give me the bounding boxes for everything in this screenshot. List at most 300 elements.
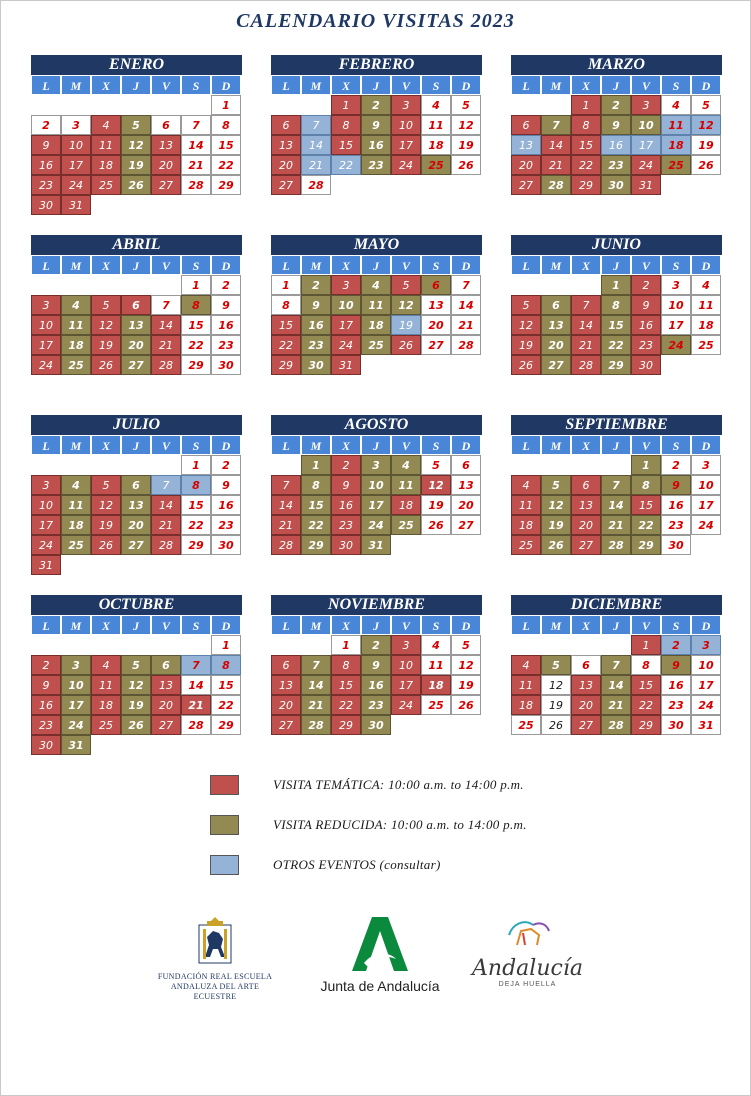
day-cell: 18 (421, 135, 451, 155)
day-cell: 28 (601, 715, 631, 735)
weekday-label: V (391, 75, 421, 95)
day-cell: 25 (391, 515, 421, 535)
day-cell: 24 (661, 335, 691, 355)
empty-cell (31, 275, 61, 295)
day-cell: 22 (631, 695, 661, 715)
day-cell: 8 (271, 295, 301, 315)
week-row (31, 355, 242, 375)
empty-cell (601, 455, 631, 475)
page-title: CALENDARIO VISITAS 2023 (236, 10, 515, 32)
day-cell: 11 (361, 295, 391, 315)
week-row (31, 155, 242, 175)
month-title: MAYO (271, 235, 482, 255)
day-cell: 25 (691, 335, 721, 355)
empty-cell (31, 635, 61, 655)
week-row (271, 355, 482, 375)
day-cell: 20 (571, 515, 601, 535)
day-cell: 3 (31, 295, 61, 315)
day-cell: 15 (331, 135, 361, 155)
empty-cell (151, 635, 181, 655)
day-cell: 30 (31, 735, 61, 755)
weekday-label: S (181, 75, 211, 95)
weekday-label: X (91, 75, 121, 95)
month-calendar-marzo (511, 55, 722, 195)
day-cell: 24 (361, 515, 391, 535)
day-cell: 2 (361, 95, 391, 115)
day-cell: 31 (31, 555, 61, 575)
day-cell: 29 (631, 715, 661, 735)
day-cell: 17 (391, 675, 421, 695)
day-cell: 8 (631, 655, 661, 675)
day-cell: 26 (421, 515, 451, 535)
weekday-label: J (361, 75, 391, 95)
week-row (271, 295, 482, 315)
weekday-label: L (31, 615, 61, 635)
day-cell: 4 (421, 95, 451, 115)
day-cell: 4 (61, 475, 91, 495)
day-cell: 30 (301, 355, 331, 375)
day-cell: 20 (271, 695, 301, 715)
weekday-label: D (451, 435, 481, 455)
day-cell: 31 (61, 735, 91, 755)
day-cell: 13 (571, 675, 601, 695)
day-cell: 21 (181, 155, 211, 175)
empty-cell (511, 275, 541, 295)
day-cell: 27 (421, 335, 451, 355)
empty-cell (271, 455, 301, 475)
day-cell: 20 (121, 515, 151, 535)
empty-cell (91, 635, 121, 655)
day-cell: 24 (331, 335, 361, 355)
day-cell: 26 (91, 535, 121, 555)
day-cell: 16 (661, 675, 691, 695)
week-row (511, 495, 722, 515)
day-cell: 28 (151, 535, 181, 555)
day-cell: 20 (271, 155, 301, 175)
empty-cell (391, 715, 421, 735)
weekday-label: X (91, 435, 121, 455)
week-row (271, 695, 482, 715)
day-cell: 12 (541, 495, 571, 515)
day-cell: 7 (601, 475, 631, 495)
day-cell: 17 (61, 155, 91, 175)
day-cell: 6 (511, 115, 541, 135)
day-cell: 13 (151, 675, 181, 695)
week-row (31, 475, 242, 495)
day-cell: 7 (151, 475, 181, 495)
weekday-label: D (451, 615, 481, 635)
legend-item-tematica (210, 774, 524, 796)
day-cell: 26 (541, 715, 571, 735)
day-cell: 14 (301, 135, 331, 155)
month-title: NOVIEMBRE (271, 595, 482, 615)
day-cell: 11 (91, 135, 121, 155)
day-cell: 17 (31, 515, 61, 535)
day-cell: 25 (91, 715, 121, 735)
month-title: AGOSTO (271, 415, 482, 435)
horse-brush-icon (503, 915, 553, 951)
day-cell: 27 (451, 515, 481, 535)
weekday-label: D (691, 615, 721, 635)
day-cell: 8 (571, 115, 601, 135)
day-cell: 10 (631, 115, 661, 135)
empty-cell (391, 355, 421, 375)
day-cell: 6 (571, 475, 601, 495)
day-cell: 10 (391, 115, 421, 135)
day-cell: 5 (91, 475, 121, 495)
day-cell: 4 (61, 295, 91, 315)
day-cell: 3 (361, 455, 391, 475)
day-cell: 3 (331, 275, 361, 295)
day-cell: 9 (211, 295, 241, 315)
day-cell: 19 (451, 675, 481, 695)
week-row (31, 175, 242, 195)
empty-cell (121, 455, 151, 475)
empty-cell (661, 175, 691, 195)
day-cell: 11 (391, 475, 421, 495)
day-cell: 19 (691, 135, 721, 155)
day-cell: 1 (211, 95, 241, 115)
weekday-header (31, 75, 242, 95)
day-cell: 16 (361, 135, 391, 155)
day-cell: 20 (151, 695, 181, 715)
day-cell: 10 (691, 475, 721, 495)
week-row (271, 635, 482, 655)
weekday-label: L (511, 435, 541, 455)
day-cell: 11 (421, 655, 451, 675)
weekday-label: X (571, 435, 601, 455)
day-cell: 21 (451, 315, 481, 335)
day-cell: 8 (181, 295, 211, 315)
week-row (511, 535, 722, 555)
day-cell: 1 (331, 95, 361, 115)
day-cell: 28 (271, 535, 301, 555)
day-cell: 22 (181, 335, 211, 355)
month-calendar-octubre (31, 595, 242, 755)
day-cell: 2 (661, 455, 691, 475)
day-cell: 27 (121, 355, 151, 375)
empty-cell (571, 275, 601, 295)
day-cell: 10 (61, 675, 91, 695)
week-row (511, 275, 722, 295)
empty-cell (181, 95, 211, 115)
day-cell: 8 (331, 115, 361, 135)
empty-cell (181, 555, 211, 575)
weekday-label: L (271, 255, 301, 275)
month-calendar-enero (31, 55, 242, 215)
day-cell: 22 (181, 515, 211, 535)
day-cell: 28 (301, 175, 331, 195)
empty-cell (331, 175, 361, 195)
day-cell: 7 (181, 655, 211, 675)
weekday-label: S (181, 435, 211, 455)
day-cell: 12 (391, 295, 421, 315)
day-cell: 17 (391, 135, 421, 155)
month-title: OCTUBRE (31, 595, 242, 615)
empty-cell (451, 715, 481, 735)
week-row (271, 475, 482, 495)
weekday-label: S (181, 255, 211, 275)
day-cell: 24 (631, 155, 661, 175)
day-cell: 21 (571, 335, 601, 355)
day-cell: 8 (211, 115, 241, 135)
empty-cell (61, 95, 91, 115)
empty-cell (91, 735, 121, 755)
day-cell: 23 (31, 175, 61, 195)
day-cell: 31 (691, 715, 721, 735)
day-cell: 5 (691, 95, 721, 115)
weekday-label: L (271, 435, 301, 455)
day-cell: 30 (31, 195, 61, 215)
empty-cell (151, 275, 181, 295)
week-row (271, 175, 482, 195)
day-cell: 5 (391, 275, 421, 295)
weekday-label: L (511, 75, 541, 95)
day-cell: 11 (61, 315, 91, 335)
day-cell: 6 (151, 655, 181, 675)
day-cell: 22 (211, 155, 241, 175)
empty-cell (61, 275, 91, 295)
day-cell: 25 (361, 335, 391, 355)
day-cell: 22 (301, 515, 331, 535)
weekday-label: V (631, 75, 661, 95)
day-cell: 15 (631, 495, 661, 515)
day-cell: 9 (661, 655, 691, 675)
day-cell: 12 (511, 315, 541, 335)
day-cell: 1 (631, 455, 661, 475)
weekday-label: M (301, 255, 331, 275)
day-cell: 28 (601, 535, 631, 555)
empty-cell (121, 555, 151, 575)
junta-text: Junta de Andalucía (320, 978, 440, 994)
weekday-header (271, 75, 482, 95)
day-cell: 3 (691, 635, 721, 655)
week-row (271, 335, 482, 355)
empty-cell (151, 95, 181, 115)
andalucia-word: Andalucía (472, 956, 583, 981)
weekday-label: J (601, 615, 631, 635)
day-cell: 25 (61, 355, 91, 375)
day-cell: 24 (61, 715, 91, 735)
week-row (271, 515, 482, 535)
day-cell: 28 (571, 355, 601, 375)
day-cell: 10 (61, 135, 91, 155)
week-row (31, 455, 242, 475)
weekday-label: M (541, 435, 571, 455)
day-cell: 31 (61, 195, 91, 215)
day-cell: 21 (151, 335, 181, 355)
day-cell: 24 (391, 155, 421, 175)
week-row (31, 495, 242, 515)
day-cell: 25 (511, 715, 541, 735)
week-row (31, 275, 242, 295)
day-cell: 17 (61, 695, 91, 715)
day-cell: 17 (691, 495, 721, 515)
empty-cell (271, 95, 301, 115)
day-cell: 2 (31, 655, 61, 675)
day-cell: 6 (121, 475, 151, 495)
day-cell: 13 (571, 495, 601, 515)
day-cell: 1 (601, 275, 631, 295)
weekday-label: V (631, 435, 661, 455)
week-row (271, 675, 482, 695)
week-row (511, 135, 722, 155)
day-cell: 23 (211, 335, 241, 355)
day-cell: 16 (331, 495, 361, 515)
day-cell: 13 (121, 315, 151, 335)
day-cell: 30 (601, 175, 631, 195)
day-cell: 1 (271, 275, 301, 295)
weekday-label: M (541, 75, 571, 95)
day-cell: 7 (271, 475, 301, 495)
empty-cell (421, 535, 451, 555)
day-cell: 27 (571, 715, 601, 735)
day-cell: 11 (511, 675, 541, 695)
weekday-label: S (421, 75, 451, 95)
day-cell: 10 (661, 295, 691, 315)
day-cell: 25 (61, 535, 91, 555)
day-cell: 8 (631, 475, 661, 495)
day-cell: 5 (541, 655, 571, 675)
legend-label-reducida: VISITA REDUCIDA: 10:00 a.m. to 14:00 p.m. (273, 817, 527, 832)
weekday-label: X (91, 615, 121, 635)
day-cell: 30 (361, 715, 391, 735)
day-cell: 14 (451, 295, 481, 315)
empty-cell (151, 735, 181, 755)
weekday-label: L (271, 615, 301, 635)
day-cell: 23 (601, 155, 631, 175)
day-cell: 18 (421, 675, 451, 695)
day-cell: 2 (31, 115, 61, 135)
empty-cell (541, 275, 571, 295)
week-row (31, 335, 242, 355)
day-cell: 31 (361, 535, 391, 555)
day-cell: 13 (421, 295, 451, 315)
empty-cell (691, 535, 721, 555)
fundacion-name-line2: ANDALUZA DEL ARTE ECUESTRE (170, 982, 260, 1001)
day-cell: 24 (31, 355, 61, 375)
day-cell: 4 (511, 655, 541, 675)
day-cell: 17 (361, 495, 391, 515)
day-cell: 14 (601, 675, 631, 695)
day-cell: 13 (121, 495, 151, 515)
day-cell: 21 (541, 155, 571, 175)
day-cell: 24 (391, 695, 421, 715)
empty-cell (691, 355, 721, 375)
day-cell: 13 (271, 135, 301, 155)
day-cell: 7 (451, 275, 481, 295)
empty-cell (91, 95, 121, 115)
day-cell: 30 (211, 355, 241, 375)
day-cell: 25 (421, 695, 451, 715)
day-cell: 27 (121, 535, 151, 555)
weekday-label: L (511, 255, 541, 275)
weekday-label: J (121, 435, 151, 455)
day-cell: 16 (361, 675, 391, 695)
weekday-label: X (331, 615, 361, 635)
day-cell: 31 (331, 355, 361, 375)
weekday-label: D (211, 615, 241, 635)
day-cell: 24 (61, 175, 91, 195)
day-cell: 6 (451, 455, 481, 475)
weekday-header (31, 615, 242, 635)
empty-cell (421, 355, 451, 375)
weekday-label: V (391, 435, 421, 455)
day-cell: 2 (661, 635, 691, 655)
day-cell: 18 (91, 155, 121, 175)
day-cell: 27 (151, 715, 181, 735)
day-cell: 25 (511, 535, 541, 555)
day-cell: 28 (541, 175, 571, 195)
day-cell: 23 (661, 695, 691, 715)
day-cell: 20 (151, 155, 181, 175)
empty-cell (151, 195, 181, 215)
day-cell: 17 (31, 335, 61, 355)
day-cell: 17 (631, 135, 661, 155)
day-cell: 15 (181, 315, 211, 335)
weekday-header (31, 435, 242, 455)
empty-cell (571, 635, 601, 655)
day-cell: 15 (601, 315, 631, 335)
day-cell: 24 (31, 535, 61, 555)
day-cell: 15 (271, 315, 301, 335)
empty-cell (121, 635, 151, 655)
day-cell: 12 (121, 675, 151, 695)
empty-cell (151, 455, 181, 475)
day-cell: 10 (691, 655, 721, 675)
day-cell: 15 (631, 675, 661, 695)
week-row (31, 295, 242, 315)
legend-swatch-reducida (210, 815, 239, 835)
day-cell: 5 (451, 635, 481, 655)
legend-label-tematica: VISITA TEMÁTICA: 10:00 a.m. to 14:00 p.m. (273, 777, 524, 792)
horse-emblem-icon (195, 915, 235, 967)
day-cell: 7 (301, 655, 331, 675)
day-cell: 9 (361, 655, 391, 675)
day-cell: 11 (661, 115, 691, 135)
empty-cell (91, 195, 121, 215)
week-row (31, 535, 242, 555)
day-cell: 20 (511, 155, 541, 175)
week-row (31, 655, 242, 675)
day-cell: 23 (301, 335, 331, 355)
day-cell: 15 (301, 495, 331, 515)
day-cell: 29 (181, 355, 211, 375)
day-cell: 19 (451, 135, 481, 155)
day-cell: 8 (301, 475, 331, 495)
day-cell: 26 (451, 695, 481, 715)
weekday-label: M (61, 255, 91, 275)
day-cell: 22 (211, 695, 241, 715)
day-cell: 5 (121, 115, 151, 135)
day-cell: 16 (301, 315, 331, 335)
weekday-header (31, 255, 242, 275)
week-row (511, 335, 722, 355)
day-cell: 2 (601, 95, 631, 115)
day-cell: 3 (631, 95, 661, 115)
empty-cell (571, 455, 601, 475)
weekday-label: J (121, 615, 151, 635)
day-cell: 27 (571, 535, 601, 555)
week-row (31, 735, 242, 755)
empty-cell (451, 175, 481, 195)
day-cell: 12 (691, 115, 721, 135)
month-title: SEPTIEMBRE (511, 415, 722, 435)
day-cell: 11 (511, 495, 541, 515)
day-cell: 1 (631, 635, 661, 655)
day-cell: 1 (181, 275, 211, 295)
day-cell: 11 (91, 675, 121, 695)
